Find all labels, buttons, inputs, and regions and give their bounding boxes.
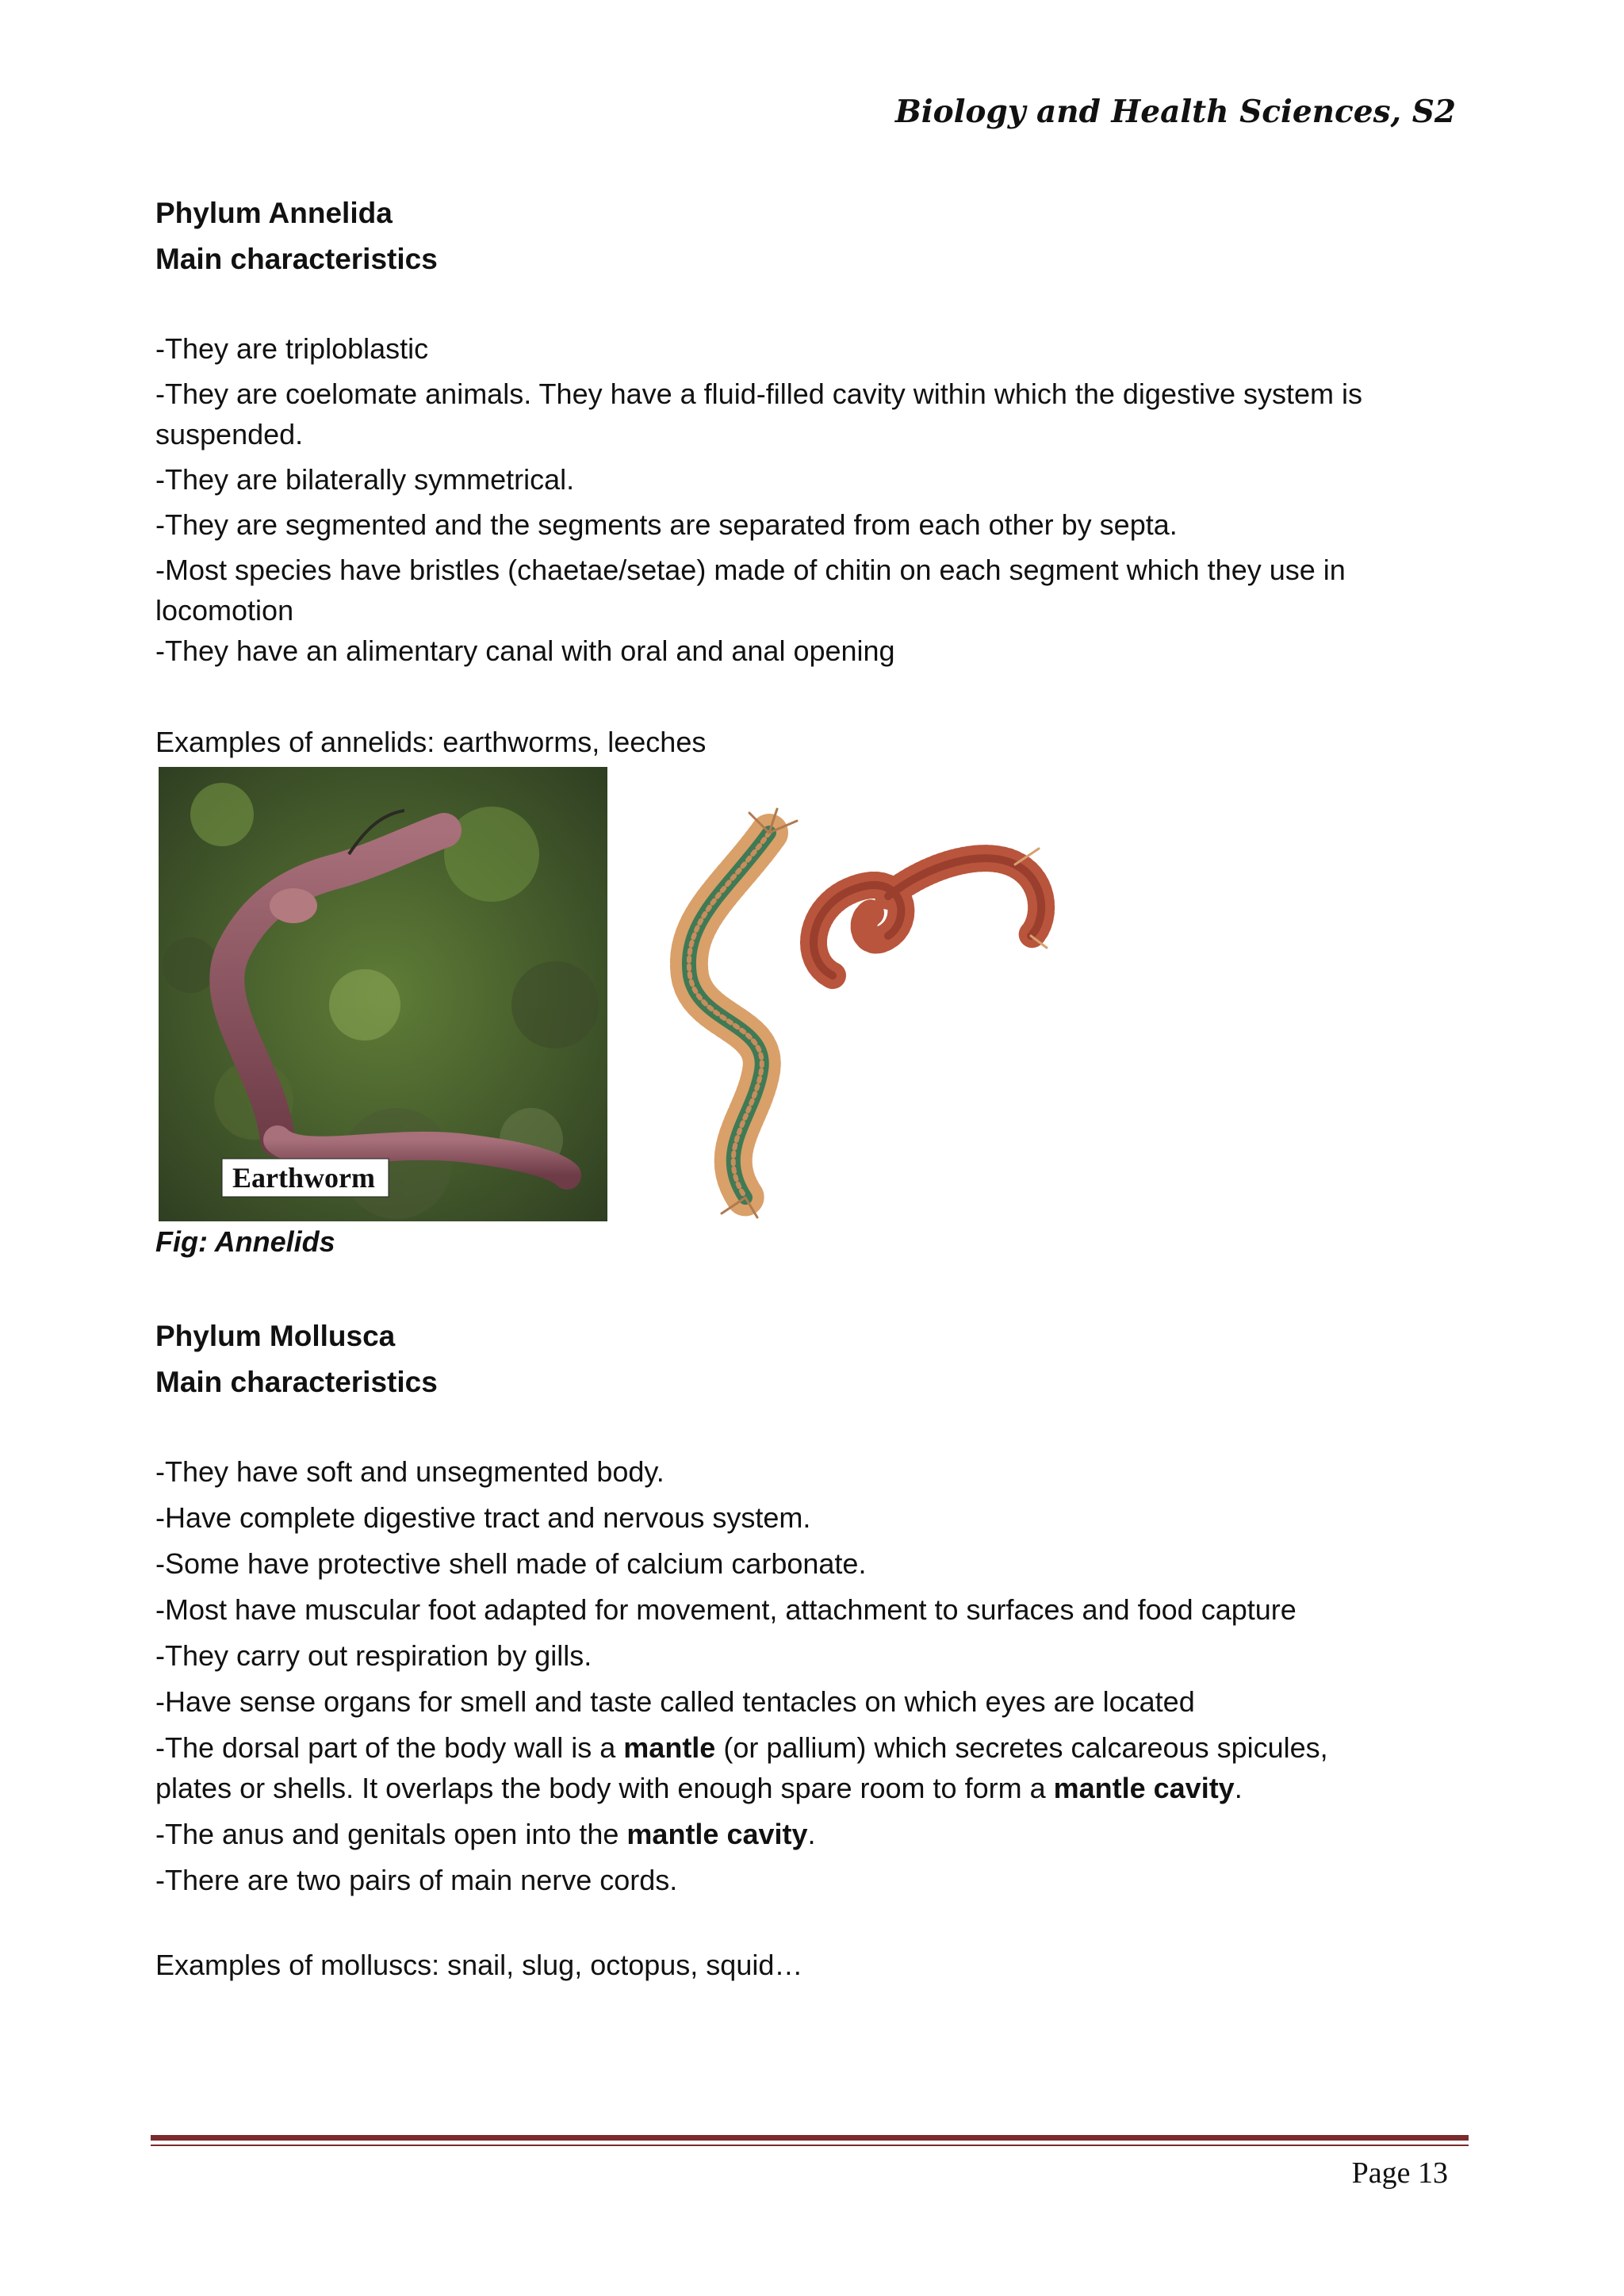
mollusca-mantle-line1: -The dorsal part of the body wall is a mantle (or pallium) which secretes calcareous spicules, (155, 1731, 1328, 1764)
mollusca-item: -They carry out respiration by gills. (155, 1639, 592, 1672)
page-number: Page 13 (1351, 2156, 1448, 2190)
mollusca-title: Phylum Mollusca (155, 1320, 396, 1352)
mollusca-nerve-line: -There are two pairs of main nerve cords. (155, 1864, 678, 1896)
earthworm-label: Earthworm (232, 1162, 375, 1194)
mollusca-item: -Some have protective shell made of calcium carbonate. (155, 1547, 867, 1580)
mollusca-section (155, 1313, 1456, 1405)
mollusca-mantle-line2: plates or shells. It overlaps the body with enough spare room to form a mantle cavity. (155, 1772, 1243, 1804)
annelida-item: -They are bilaterally symmetrical. (155, 463, 575, 496)
annelida-subtitle: Main characteristics (155, 243, 438, 275)
annelida-item: locomotion (155, 594, 294, 627)
annelida-item: -They are triploblastic (155, 332, 429, 365)
running-header: Biology and Health Sciences, S2 (894, 94, 1456, 130)
mollusca-examples: Examples of molluscs: snail, slug, octopus, squid… (155, 1949, 803, 1981)
footer-rule-thin (151, 2145, 1469, 2146)
earthworm-photo (159, 767, 607, 1221)
footer-rule (151, 2135, 1469, 2141)
annelida-item: -Most species have bristles (chaetae/setae) made of chitin on each segment which they use in (155, 554, 1346, 586)
mollusca-subtitle: Main characteristics (155, 1366, 438, 1398)
annelida-examples: Examples of annelids: earthworms, leeches (155, 726, 707, 758)
annelida-item: suspended. (155, 418, 304, 450)
mollusca-anus-line: -The anus and genitals open into the mantle cavity. (155, 1818, 816, 1850)
mollusca-characteristics (155, 1451, 1456, 1900)
figure-caption: Fig: Annelids (155, 1225, 335, 1258)
annelida-item: -They are segmented and the segments are separated from each other by septa. (155, 508, 1178, 541)
mollusca-item: -They have soft and unsegmented body. (155, 1455, 665, 1488)
annelida-section (155, 190, 1456, 282)
annelida-item: -They have an alimentary canal with oral and anal opening (155, 634, 895, 667)
annelida-title: Phylum Annelida (155, 197, 393, 229)
annelida-characteristics (155, 328, 1456, 671)
mollusca-item: -Most have muscular foot adapted for movement, attachment to surfaces and food capture (155, 1593, 1297, 1626)
mollusca-item: -Have sense organs for smell and taste called tentacles on which eyes are located (155, 1685, 1195, 1718)
annelid-drawing (650, 801, 1071, 1221)
mollusca-item: -Have complete digestive tract and nervous system. (155, 1501, 811, 1534)
annelida-item: -They are coelomate animals. They have a fluid-filled cavity within which the digestive system is (155, 378, 1363, 410)
